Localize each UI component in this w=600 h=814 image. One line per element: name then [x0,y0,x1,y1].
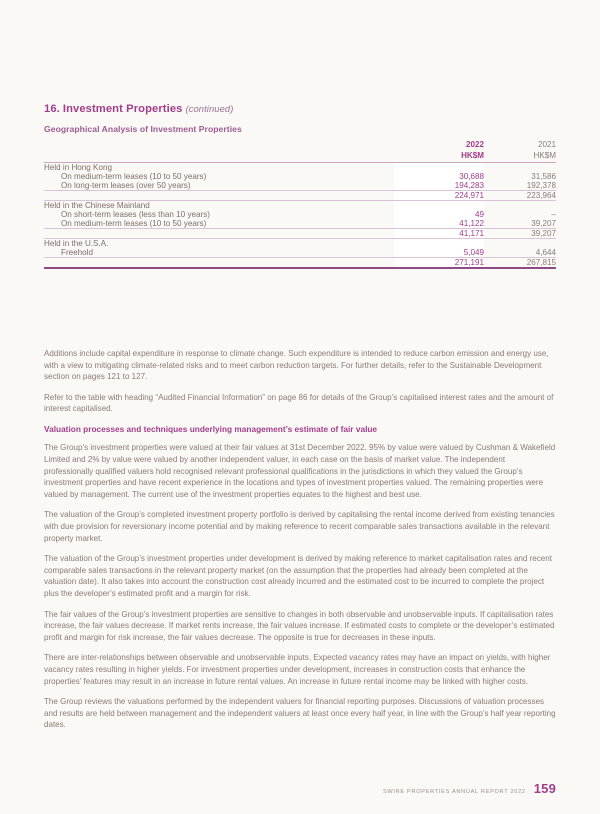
header-unit-2022: HK$M [461,150,484,160]
table-header-row [44,140,556,162]
table-row [44,162,556,172]
table-row [44,172,556,181]
paragraph-additions-climate: Additions include capital expenditure in response to climate change. Such expenditure is intended to reduce carbon emission and energy use, with a view to mitigating climate-related risks and to meet carbon reduction targets. For further details, refer to the Sustainable Development section on pages 121 to 127. [44,349,549,382]
table-row [44,181,556,191]
subtotal-label-chinese-mainland [44,228,394,238]
row-value-usa-freehold-2022: 5,049 [394,248,484,258]
header-cell-2021 [484,140,556,162]
section-title-blank-usa-2021 [484,238,556,248]
note-heading [44,103,233,115]
paragraph-under-development: The valuation of the Group’s investment properties under development is derived by making reference to market capitalisation rates and recent comparable sales transactions in the relevant property market (on the assumption that the properties had already been completed at the valuation date). It also takes into account the construction cost already incurred and the estimated cost to be incurred to complete the project plus the developer’s estimated profit and a margin for risk. [44,554,552,598]
table-subtotal-row [44,190,556,200]
footer-page-number: 159 [533,781,556,796]
section-title-blank-2021 [484,162,556,172]
note-continued-label: (continued) [185,103,234,114]
row-value-hk-medium-2021: 31,586 [531,171,556,181]
header-blank-cell [44,140,394,162]
table-row [44,248,556,258]
row-value-cm-medium-2021: 39,207 [531,218,556,228]
header-cell-2022 [394,140,484,162]
row-value-hk-medium-2022: 30,688 [394,172,484,181]
subtotal-value-hong-kong-2021: 223,964 [484,190,556,200]
footer-report-title: SWIRE PROPERTIES ANNUAL REPORT 2022 [382,789,526,795]
header-year-2021: 2021 [537,140,556,149]
row-value-cm-medium-2022: 41,122 [394,219,484,229]
section-title-hong-kong: Held in Hong Kong [44,162,394,172]
header-unit-2021: HK$M [533,150,556,160]
row-value-usa-freehold-2021: 4,644 [535,247,556,257]
table-subtotal-row [44,228,556,238]
section-title-blank-usa-2022 [394,238,484,248]
paragraph-group-reviews: The Group reviews the valuations performed by the independent valuers for financial reporting purposes. Discussions of valuation processes and results are held between management and the independent valuers at least once every half year, in line with the Group’s half year reporting dates. [44,697,556,730]
table-row [44,210,556,219]
row-label-hk-medium: On medium-term leases (10 to 50 years) [61,171,207,181]
body-copy [44,348,556,740]
subtotal-value-chinese-mainland-2021: 39,207 [484,228,556,238]
subtotal-value-hong-kong-2022: 224,971 [394,190,484,200]
section-title-blank-cm-2022 [394,200,484,210]
grand-total-value-2021: 267,815 [484,257,556,268]
geographical-analysis-table-wrapper [44,140,556,269]
paragraph-fair-value-sensitivity: The fair values of the Group’s investment properties are sensitive to changes in both observable and unobservable inputs. If capitalisation rates increase, the fair values decrease. If market rents increase, the fair values increase. If estimated costs to complete or the developer’s estimated profit and margin for risk increase, the fair values decrease. The opposite is true for decreases in these inputs. [44,609,555,642]
section-title-usa: Held in the U.S.A. [44,238,394,248]
row-label-cm-short: On short-term leases (less than 10 years) [61,209,210,219]
table-row [44,238,556,248]
subtotal-value-chinese-mainland-2022: 41,171 [394,228,484,238]
page-footer [383,781,556,796]
row-value-hk-long-2021: 192,378 [526,180,556,190]
section-title-blank-cm-2021 [484,200,556,210]
section-title-blank-2022 [394,162,484,172]
row-label-hk-long: On long-term leases (over 50 years) [61,180,191,190]
paragraph-inter-relationships: There are inter-relationships between observable and unobservable inputs. Expected vacancy rates may have an impact on yields, with higher vacancy rates resulting in higher yields. For investment properties under development, increases in construction costs that enhance the properties’ features may result in an increase in future rental values. An increase in future rental income may be linked with higher costs. [44,653,551,686]
paragraph-valuation-basis: The Group’s investment properties were valued at their fair values at 31st December 2022. 95% by value were valued by Cushman & Wakefield Limited and 2% by value were valued by another independent valuer, in each case on the basis of market value. The independent professionally qualified valuers hold recognised relevant professional qualifications in the jurisdictions in which they valued the Group’s investment properties and have recent experience in the locations and types of investment properties valued. The remaining properties were valued by management. The current use of the investment properties equates to the highest and best use. [44,443,556,499]
row-value-cm-short-2022: 49 [394,210,484,219]
row-value-cm-short-2021: – [551,209,556,219]
note-number: 16. [44,103,60,115]
grand-total-value-2022: 271,191 [394,257,484,268]
subtotal-label-hong-kong [44,190,394,200]
note-title: Investment Properties [62,103,183,115]
header-year-2022: 2022 [465,140,484,149]
row-value-hk-long-2022: 194,283 [394,181,484,191]
grand-total-label [44,257,394,268]
paragraph-completed-portfolio: The valuation of the Group’s completed investment property portfolio is derived by capitalising the rental income derived from existing tenancies with due provision for reversionary income potential and by making reference to recent comparable sales transactions available in the relevant property market. [44,510,555,543]
section-subheading: Geographical Analysis of Investment Properties [44,124,242,134]
table-row [44,219,556,229]
table-row [44,200,556,210]
geographical-analysis-table [44,140,556,269]
table-grand-total-row [44,257,556,268]
row-label-cm-medium: On medium-term leases (10 to 50 years) [61,218,207,228]
valuation-processes-heading: Valuation processes and techniques underlying management’s estimate of fair value [44,423,378,434]
paragraph-audited-financial-information: Refer to the table with heading “Audited Financial Information” on page 86 for details of the Group’s capitalised interest rates and the amount of interest capitalised. [44,392,554,414]
section-title-chinese-mainland: Held in the Chinese Mainland [44,200,394,210]
row-label-usa-freehold: Freehold [61,247,93,257]
